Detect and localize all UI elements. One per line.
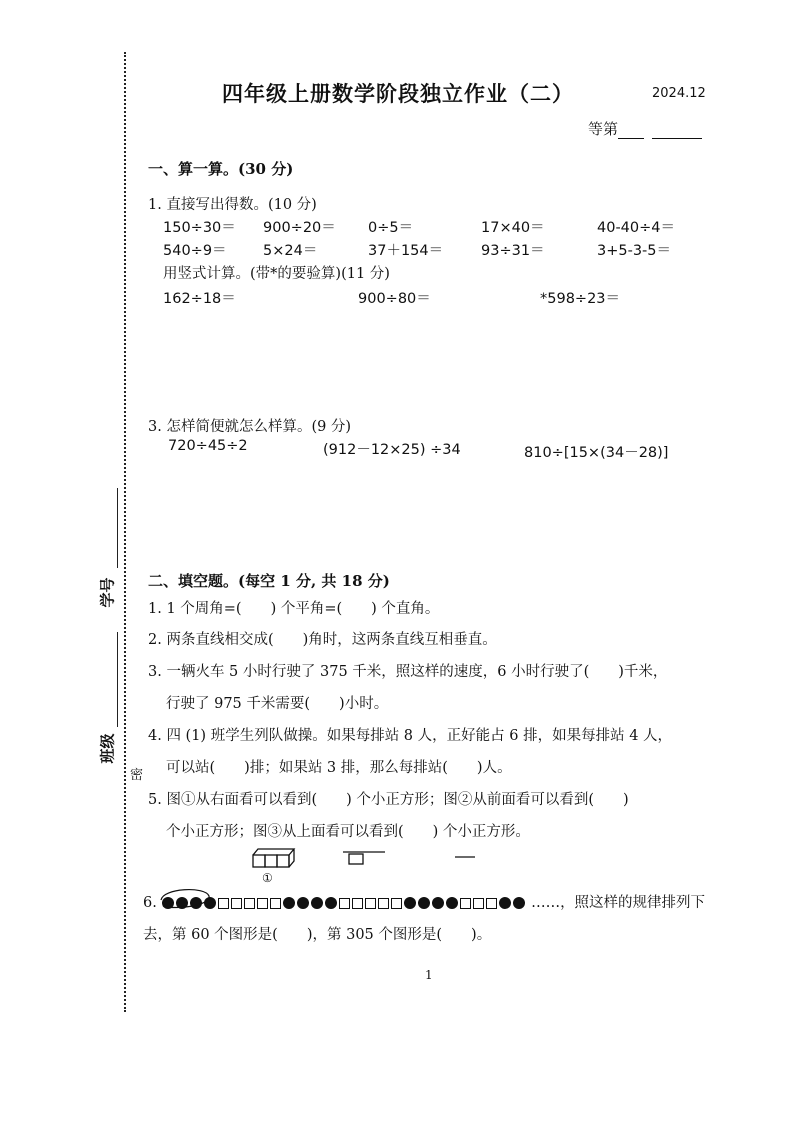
q6-pattern <box>161 895 526 911</box>
class-label: 班级 <box>98 733 117 764</box>
pattern-square <box>218 898 229 909</box>
pattern-filled-circle <box>325 897 337 909</box>
pattern-filled-circle <box>432 897 444 909</box>
pattern-filled-circle <box>311 897 323 909</box>
seal-char: 密 <box>130 768 144 783</box>
s1-q1-r1-c5: 40-40÷4＝ <box>597 220 676 236</box>
pattern-square <box>460 898 471 909</box>
pattern-square <box>378 898 389 909</box>
page-title: 四年级上册数学阶段独立作业（二） <box>222 81 574 106</box>
q6-circle-mark <box>155 884 215 914</box>
student-id-line[interactable] <box>117 488 118 568</box>
pattern-filled-circle <box>513 897 525 909</box>
s1-q1-r1-c4: 17×40＝ <box>481 220 545 236</box>
pattern-square <box>486 898 497 909</box>
pattern-square <box>391 898 402 909</box>
student-id-label: 学号 <box>98 577 117 608</box>
s1-q3-item1: 720÷45÷2 <box>168 438 248 454</box>
s1-q1-r1-c2: 900÷20＝ <box>263 220 336 236</box>
s2-q1[interactable]: 1. 1 个周角=( ) 个平角=( ) 个直角。 <box>148 601 440 617</box>
binding-dotted-line <box>124 52 126 1012</box>
s1-q1-r2-c2: 5×24＝ <box>263 243 318 259</box>
s2-q6-line2[interactable]: 去，第 60 个图形是( )，第 305 个图形是( )。 <box>143 927 492 943</box>
s1-q3-label: 3. 怎样简便就怎么样算。(9 分) <box>148 419 352 435</box>
pattern-filled-circle <box>418 897 430 909</box>
s1-q1-r2-c5: 3+5-3-5＝ <box>597 243 672 259</box>
q5-figures <box>245 843 515 889</box>
s1-q2-item3: *598÷23＝ <box>540 291 621 307</box>
grade-input-line-2[interactable] <box>652 124 702 139</box>
pattern-square <box>257 898 268 909</box>
q6-prefix: 6. <box>143 895 157 911</box>
pattern-filled-circle <box>297 897 309 909</box>
s1-q3-item3: 810÷[15×(34－28)] <box>524 445 669 461</box>
s2-q3-line1[interactable]: 3. 一辆火车 5 小时行驶了 375 千米，照这样的速度，6 小时行驶了( )千米， <box>148 664 668 680</box>
section1-heading: 一、算一算。(30 分) <box>148 160 294 178</box>
s2-q3-line2[interactable]: 行驶了 975 千米需要( )小时。 <box>166 696 389 712</box>
s2-q5-line1[interactable]: 5. 图①从右面看可以看到( ) 个小正方形；图②从前面看可以看到( ) <box>148 792 629 808</box>
figure-2-cubes <box>343 852 385 864</box>
s1-q1-r1-c3: 0÷5＝ <box>368 220 414 236</box>
s1-q1-r2-c4: 93÷31＝ <box>481 243 545 259</box>
s1-q2-item1: 162÷18＝ <box>163 291 236 307</box>
grade-field <box>588 118 702 139</box>
s1-q2-work-area[interactable] <box>148 312 738 412</box>
s1-q1-label: 1. 直接写出得数。(10 分) <box>148 197 317 213</box>
pattern-square <box>244 898 255 909</box>
s1-q1-r2-c1: 540÷9＝ <box>163 243 227 259</box>
s1-q2-item2: 900÷80＝ <box>358 291 431 307</box>
pattern-square <box>365 898 376 909</box>
q5-figure-label: ① <box>262 871 273 885</box>
pattern-filled-circle <box>499 897 511 909</box>
pattern-square <box>352 898 363 909</box>
pattern-filled-circle <box>404 897 416 909</box>
s1-q3-item2: (912－12×25) ÷34 <box>323 442 461 458</box>
q6-suffix: ……，照这样的规律排列下 <box>531 895 706 911</box>
pattern-filled-circle <box>283 897 295 909</box>
s2-q5-line2[interactable]: 个小正方形；图③从上面看可以看到( ) 个小正方形。 <box>166 824 530 840</box>
s1-q1-r2-c3: 37＋154＝ <box>368 243 444 259</box>
pattern-square <box>339 898 350 909</box>
grade-label: 等第 <box>588 120 619 138</box>
section2-heading: 二、填空题。(每空 1 分, 共 18 分) <box>148 572 390 590</box>
pattern-filled-circle <box>446 897 458 909</box>
figure-1-cubes <box>253 849 294 867</box>
s1-q1-r1-c1: 150÷30＝ <box>163 220 236 236</box>
s2-q4-line2[interactable]: 可以站( )排；如果站 3 排，那么每排站( )人。 <box>166 760 512 776</box>
pattern-square <box>231 898 242 909</box>
s1-q3-work-area[interactable] <box>148 462 738 562</box>
grade-input-line[interactable] <box>618 124 644 139</box>
exam-date: 2024.12 <box>652 86 706 101</box>
s1-q2-label: 用竖式计算。(带*的要验算)(11 分) <box>163 266 390 282</box>
s2-q4-line1[interactable]: 4. 四 (1) 班学生列队做操。如果每排站 8 人，正好能占 6 排，如果每排站 4 人， <box>148 728 673 744</box>
s2-q2[interactable]: 2. 两条直线相交成( )角时，这两条直线互相垂直。 <box>148 632 497 648</box>
s2-q6-line1[interactable] <box>143 891 705 912</box>
page-number: 1 <box>425 968 433 982</box>
pattern-square <box>270 898 281 909</box>
pattern-square <box>473 898 484 909</box>
class-line[interactable] <box>117 632 118 727</box>
